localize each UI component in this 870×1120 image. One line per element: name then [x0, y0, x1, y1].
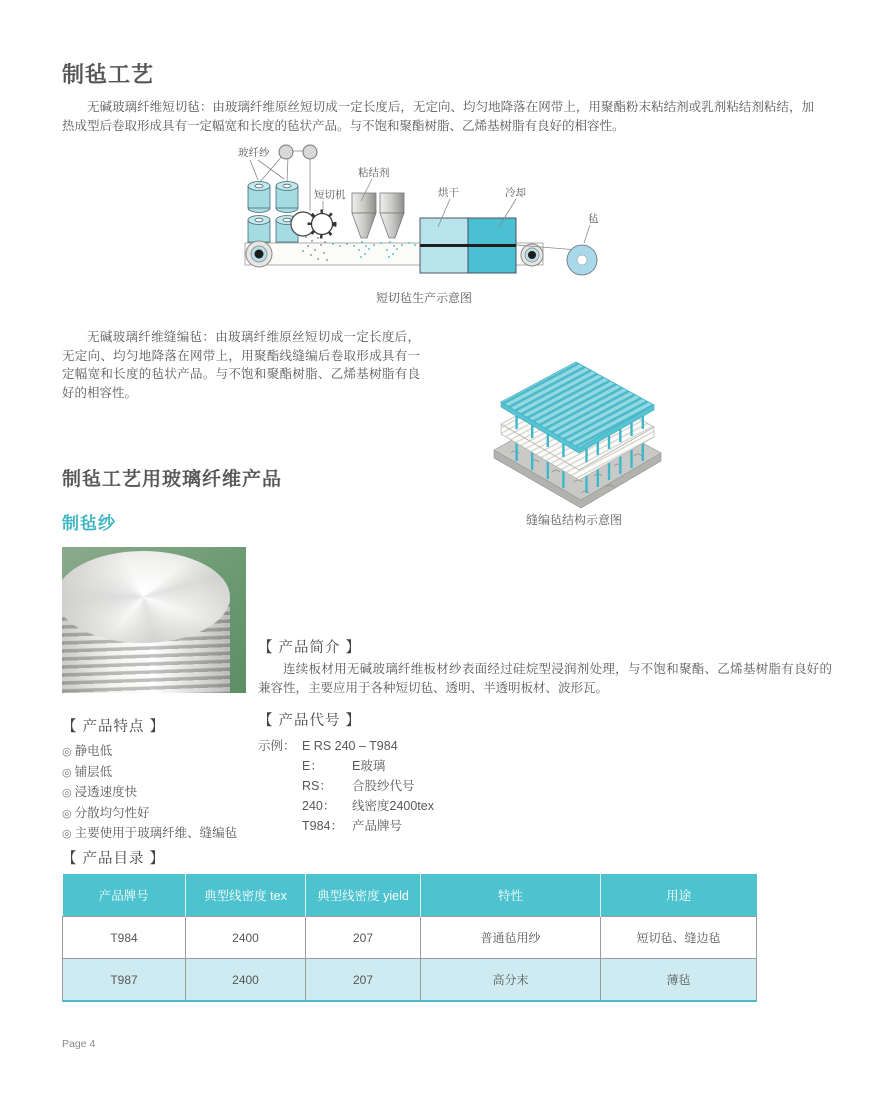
code-line	[258, 776, 558, 796]
chopper-icon	[291, 212, 335, 237]
table-header-row	[63, 874, 757, 917]
page-number: Page 4	[62, 1038, 96, 1050]
col-header-density-tex: 典型线密度 tex	[186, 874, 306, 917]
bullet-icon: ◎	[62, 807, 72, 820]
features-heading: 【 产品特点 】	[62, 719, 166, 735]
code-line-label: RS：	[302, 779, 332, 793]
structure-diagram-caption: 缝编毡结构示意图	[525, 513, 622, 527]
features-list	[62, 742, 262, 845]
chopped-mat-production-diagram	[228, 143, 620, 289]
catalog-heading: 【 产品目录 】	[62, 851, 166, 867]
product-code-block	[258, 736, 558, 836]
pulley-icons	[279, 145, 317, 159]
products-section-title: 制毡工艺用玻璃纤维产品	[62, 469, 283, 490]
cell-characteristics: 普通毡用纱	[421, 917, 601, 959]
product-catalog-table	[62, 874, 757, 1002]
code-line-value: 合股纱代号	[352, 779, 415, 793]
col-header-characteristics: 特性	[421, 874, 601, 917]
cell-density-yield: 207	[306, 917, 421, 959]
bullet-icon: ◎	[62, 766, 72, 779]
code-example-row	[258, 736, 558, 756]
bullet-icon: ◎	[62, 787, 72, 799]
label-binder: 粘结剂	[358, 167, 390, 179]
roving-roll-top	[62, 551, 230, 643]
code-line	[258, 796, 558, 816]
binder-hopper-icons	[352, 193, 404, 238]
cell-application: 薄毡	[601, 959, 757, 1002]
code-line-value: E玻璃	[352, 759, 386, 773]
col-header-density-yield: 典型线密度 yield	[306, 874, 421, 917]
page-title: 制毡工艺	[62, 62, 155, 87]
bullet-icon: ◎	[62, 828, 72, 840]
intro-paragraph-chopped-mat: 无碱玻璃纤维短切毡：由玻璃纤维原丝短切成一定长度后，无定向、均匀地降落在网带上，用聚酯粉末粘结剂或乳剂粘结剂粘结，加热成型后卷取形成具有一定幅宽和长度的毡状产品。与不饱和聚酯树脂、乙烯基树脂有良好的相容性。	[62, 100, 814, 133]
feature-item	[62, 804, 262, 825]
bullet-icon: ◎	[62, 746, 72, 758]
belt-roller-left-icon	[246, 241, 272, 267]
feature-label: 分散均匀性好	[74, 805, 150, 820]
code-line-value: 产品牌号	[352, 819, 403, 833]
code-line	[258, 816, 558, 836]
label-felt: 毡	[588, 213, 599, 225]
cell-product-code: T984	[63, 917, 186, 959]
code-line-value: 线密度2400tex	[352, 799, 434, 813]
code-line	[258, 756, 558, 776]
cell-density-tex: 2400	[186, 959, 306, 1002]
feature-item	[62, 824, 262, 845]
feature-label: 静电低	[74, 744, 113, 758]
cell-characteristics: 高分末	[421, 959, 601, 1002]
code-example-value: E RS 240 – T984	[302, 739, 398, 753]
yarn-spool-icons	[248, 182, 298, 247]
label-drying: 烘干	[438, 187, 459, 199]
label-chopper: 短切机	[314, 189, 346, 201]
product-photo-roving-roll	[62, 547, 246, 693]
table-row	[63, 917, 757, 959]
cell-application: 短切毡、缝边毡	[601, 917, 757, 959]
feature-item	[62, 763, 262, 784]
col-header-product-code: 产品牌号	[63, 874, 186, 917]
table-row	[63, 959, 757, 1002]
products-section-subtitle: 制毡纱	[62, 514, 116, 533]
col-header-application: 用途	[601, 874, 757, 917]
product-code-heading: 【 产品代号 】	[258, 713, 362, 729]
code-example-label: 示例：	[258, 739, 296, 753]
process-diagram-caption: 短切毡生产示意图	[375, 291, 472, 305]
label-cooling: 冷却	[505, 187, 526, 199]
roving-roll-image	[62, 551, 230, 693]
feature-label: 浸透速度快	[74, 785, 138, 799]
feature-label: 主要使用于玻璃纤维、缝编毡	[74, 826, 238, 840]
code-line-label: E：	[302, 759, 323, 773]
label-yarn: 玻纤纱	[238, 147, 270, 159]
product-intro-heading: 【 产品简介 】	[258, 640, 362, 656]
code-line-label: T984：	[302, 819, 343, 833]
felt-roll-icon	[567, 245, 597, 275]
code-line-label: 240：	[302, 799, 336, 813]
intro-paragraph-stitched-mat: 无碱玻璃纤维缝编毡：由玻璃纤维原丝短切成一定长度后，无定向、均匀地降落在网带上，用聚酯线缝编后卷取形成具有一定幅宽和长度的毡状产品。与不饱和聚酯树脂、乙烯基树脂有良好的相容性。	[62, 330, 420, 400]
feature-item	[62, 783, 262, 804]
oven-icon	[420, 218, 516, 273]
stitched-mat-structure-illustration	[486, 350, 662, 510]
cell-product-code: T987	[63, 959, 186, 1002]
feature-label: 铺层低	[74, 764, 113, 779]
cell-density-tex: 2400	[186, 917, 306, 959]
product-intro-text: 连续板材用无碱玻璃纤维板材纱表面经过硅烷型浸润剂处理，与不饱和聚酯、乙烯基树脂有良好的兼容性，主要应用于各种短切毡、透明、半透明板材、波形瓦。	[258, 662, 832, 695]
cell-density-yield: 207	[306, 959, 421, 1002]
feature-item	[62, 742, 262, 763]
